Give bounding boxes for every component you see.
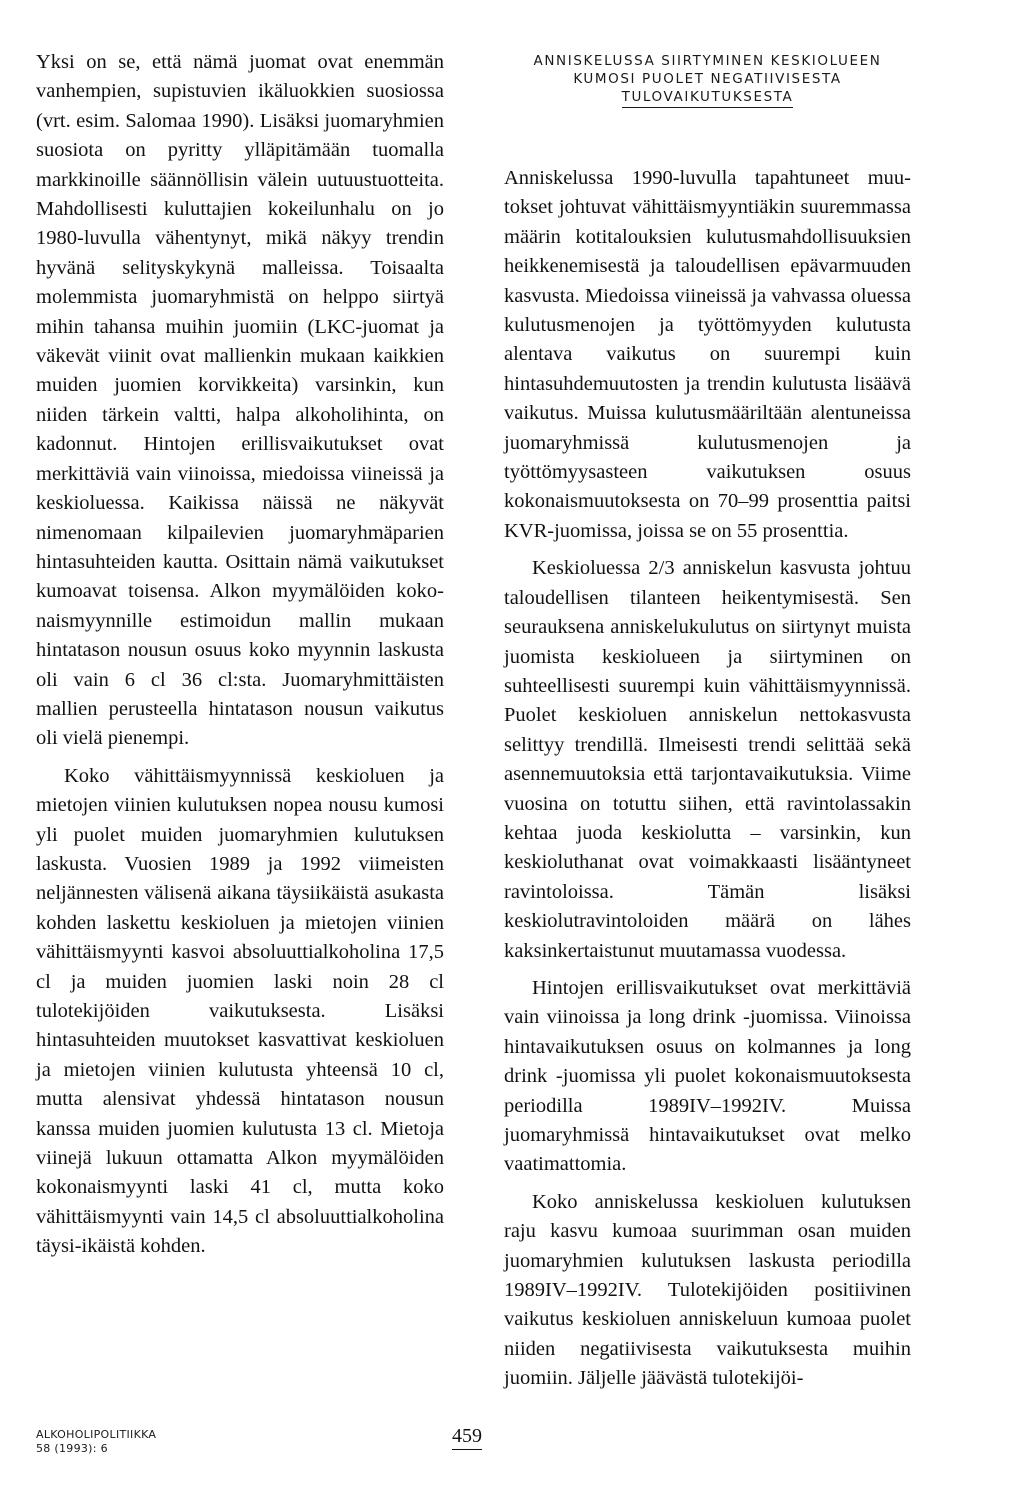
page-number: 459 bbox=[452, 1424, 482, 1450]
section-heading-line: ANNISKELUSSA SIIRTYMINEN KESKIOLUEEN bbox=[533, 53, 882, 69]
section-heading bbox=[504, 52, 911, 108]
body-paragraph: Keskioluessa 2/3 anniskelun kasvusta johtuu taloudellisen tilanteen heikentymisestä. Sen seurauksena anniskelukulutus on siirtynyt muista juomista keskiolueen ja siirtyminen on suhteellisesti suurempi kuin vähittäismyynnissä. Puolet keskioluen anniskelun nettokasvusta selittyy trendillä. Ilmeisesti trendi selittää sekä asennemuutoksia että tarjontavaikutuksia. Viime vuosina on totuttu siihen, että ravintolassakin kehtaa juoda keskiolutta – varsinkin, kun keskioluthanat ovat voimakkaasti lisääntyneet ravintoloissa. Tämän lisäksi keskiolutravintoloiden määrä on lähes kaksinkertaistunut muutamassa vuodessa. bbox=[504, 557, 911, 962]
section-heading-line: KUMOSI PUOLET NEGATIIVISESTA bbox=[573, 71, 842, 87]
body-paragraph: Koko anniskelussa keskioluen kulutuksen raju kasvu kumoaa suurimman osan muiden juomaryhmien kulutuksen laskusta periodilla 1989IV–1992IV. Tulotekijöiden positiivinen vaikutus keskioluen anniskeluun kumoaa puolet niiden negatiivisesta vaikutuksesta muihin juomiin. Jäljelle jäävästä tulotekijöi- bbox=[504, 1190, 911, 1390]
body-paragraph: Koko vähittäismyynnissä keskioluen ja mietojen viinien kulutuksen nopea nousu kumosi yli puolet muiden juomaryhmien kulutuksen laskusta. Vuosien 1989 ja 1992 viimeisten neljännesten välisenä aikana täysiikäistä asukasta kohden laskettu keskioluen ja mietojen viinien vähittäismyynti kasvoi absoluuttialkoholina 17,5 cl ja muiden juomien laski noin 28 cl tulotekijöiden vaikutuksesta. Lisäksi hintasuhteiden muutokset kasvattivat keskioluen ja mietojen viinien kulutusta yhteensä 10 cl, mutta alensivat yhdessä hintatason nousun kanssa muiden juomien kulutusta 13 cl. Mietoja viinejä lukuun ottamatta Alkon myymälöiden kokonaismyynti laski 41 cl, mutta koko vähittäismyynti vain 14,5 cl absoluuttialkoholina täysi-ikäistä kohden. bbox=[36, 764, 444, 1258]
section-heading-line: TULOVAIKUTUKSESTA bbox=[622, 88, 794, 108]
journal-issue: 58 (1993): 6 bbox=[36, 1442, 108, 1455]
body-paragraph: Yksi on se, että nämä juomat ovat enemmän vanhempien, supistuvien ikäluokkien suosiossa (vrt. esim. Salomaa 1990). Lisäksi juomaryhmien suosiota on pyritty ylläpitämään tuomalla markkinoille säännöllisin välein uutuustuotteita. Mahdollisesti kuluttajien kokeilunhalu on jo 1980-luvulla vähentynyt, mikä näkyy trendin hyvänä selityskykynä malleissa. Toisaalta molemmista juomaryhmistä on helppo siirtyä mihin tahansa muihin juomiin (LKC-juomat ja väkevät viinit ovat mallienkin mukaan kaikkien muiden juomien korvikkeita) varsinkin, kun niiden tärkein valtti, halpa alkoholihinta, on kadonnut. Hintojen erillisvaikutukset ovat merkittäviä vain viinoissa, miedoissa viineissä ja keskioluessa. Kaikissa näissä ne näkyvät nimenomaan kilpailevien juomaryhmäparien hintasuhteiden kautta. Osittain nämä vaikutukset kumoavat toisensa. Alkon myymälöiden kokonaismyynnille estimoidun mallin mukaan hintatason nousun osuus koko myynnin laskusta oli vain 6 cl 36 cl:sta. Juomaryhmittäisten mallien perusteella hintatason nousun vaikutus oli vielä pienempi. bbox=[36, 51, 444, 750]
right-column bbox=[504, 48, 911, 1394]
body-paragraph: Hintojen erillisvaikutukset ovat merkittäviä vain viinoissa ja long drink -juomissa. Viinoissa hintavaikutuksen osuus on kolmannes ja long drink -juomissa yli puolet kokonaismuutoksesta periodilla 1989IV–1992IV. Muissa juomaryhmissä hintavaikutukset ovat melko vaatimattomia. bbox=[504, 976, 911, 1176]
journal-footer bbox=[36, 1428, 156, 1456]
journal-name: ALKOHOLIPOLITIIKKA bbox=[36, 1428, 157, 1441]
left-column bbox=[36, 48, 444, 1262]
body-paragraph: Anniskelussa 1990-luvulla tapahtuneet muutokset johtuvat vähittäismyyntiäkin suuremmassa määrin kotitalouksien kulutusmahdollisuuksien heikkenemisestä ja taloudellisen epävarmuuden kasvusta. Miedoissa viineissä ja vahvassa oluessa kulutusmenojen ja työttömyyden kulutusta alentava vaikutus on suurempi kuin hintasuhdemuutosten ja trendin kulutusta lisäävä vaikutus. Muissa kulutusmääriltään alentuneissa juomaryhmissä kulutusmenojen ja työttömyysasteen vaikutuksen osuus kokonaismuutoksesta on 70–99 prosenttia paitsi KVR-juomissa, joissa se on 55 prosenttia. bbox=[504, 167, 911, 542]
